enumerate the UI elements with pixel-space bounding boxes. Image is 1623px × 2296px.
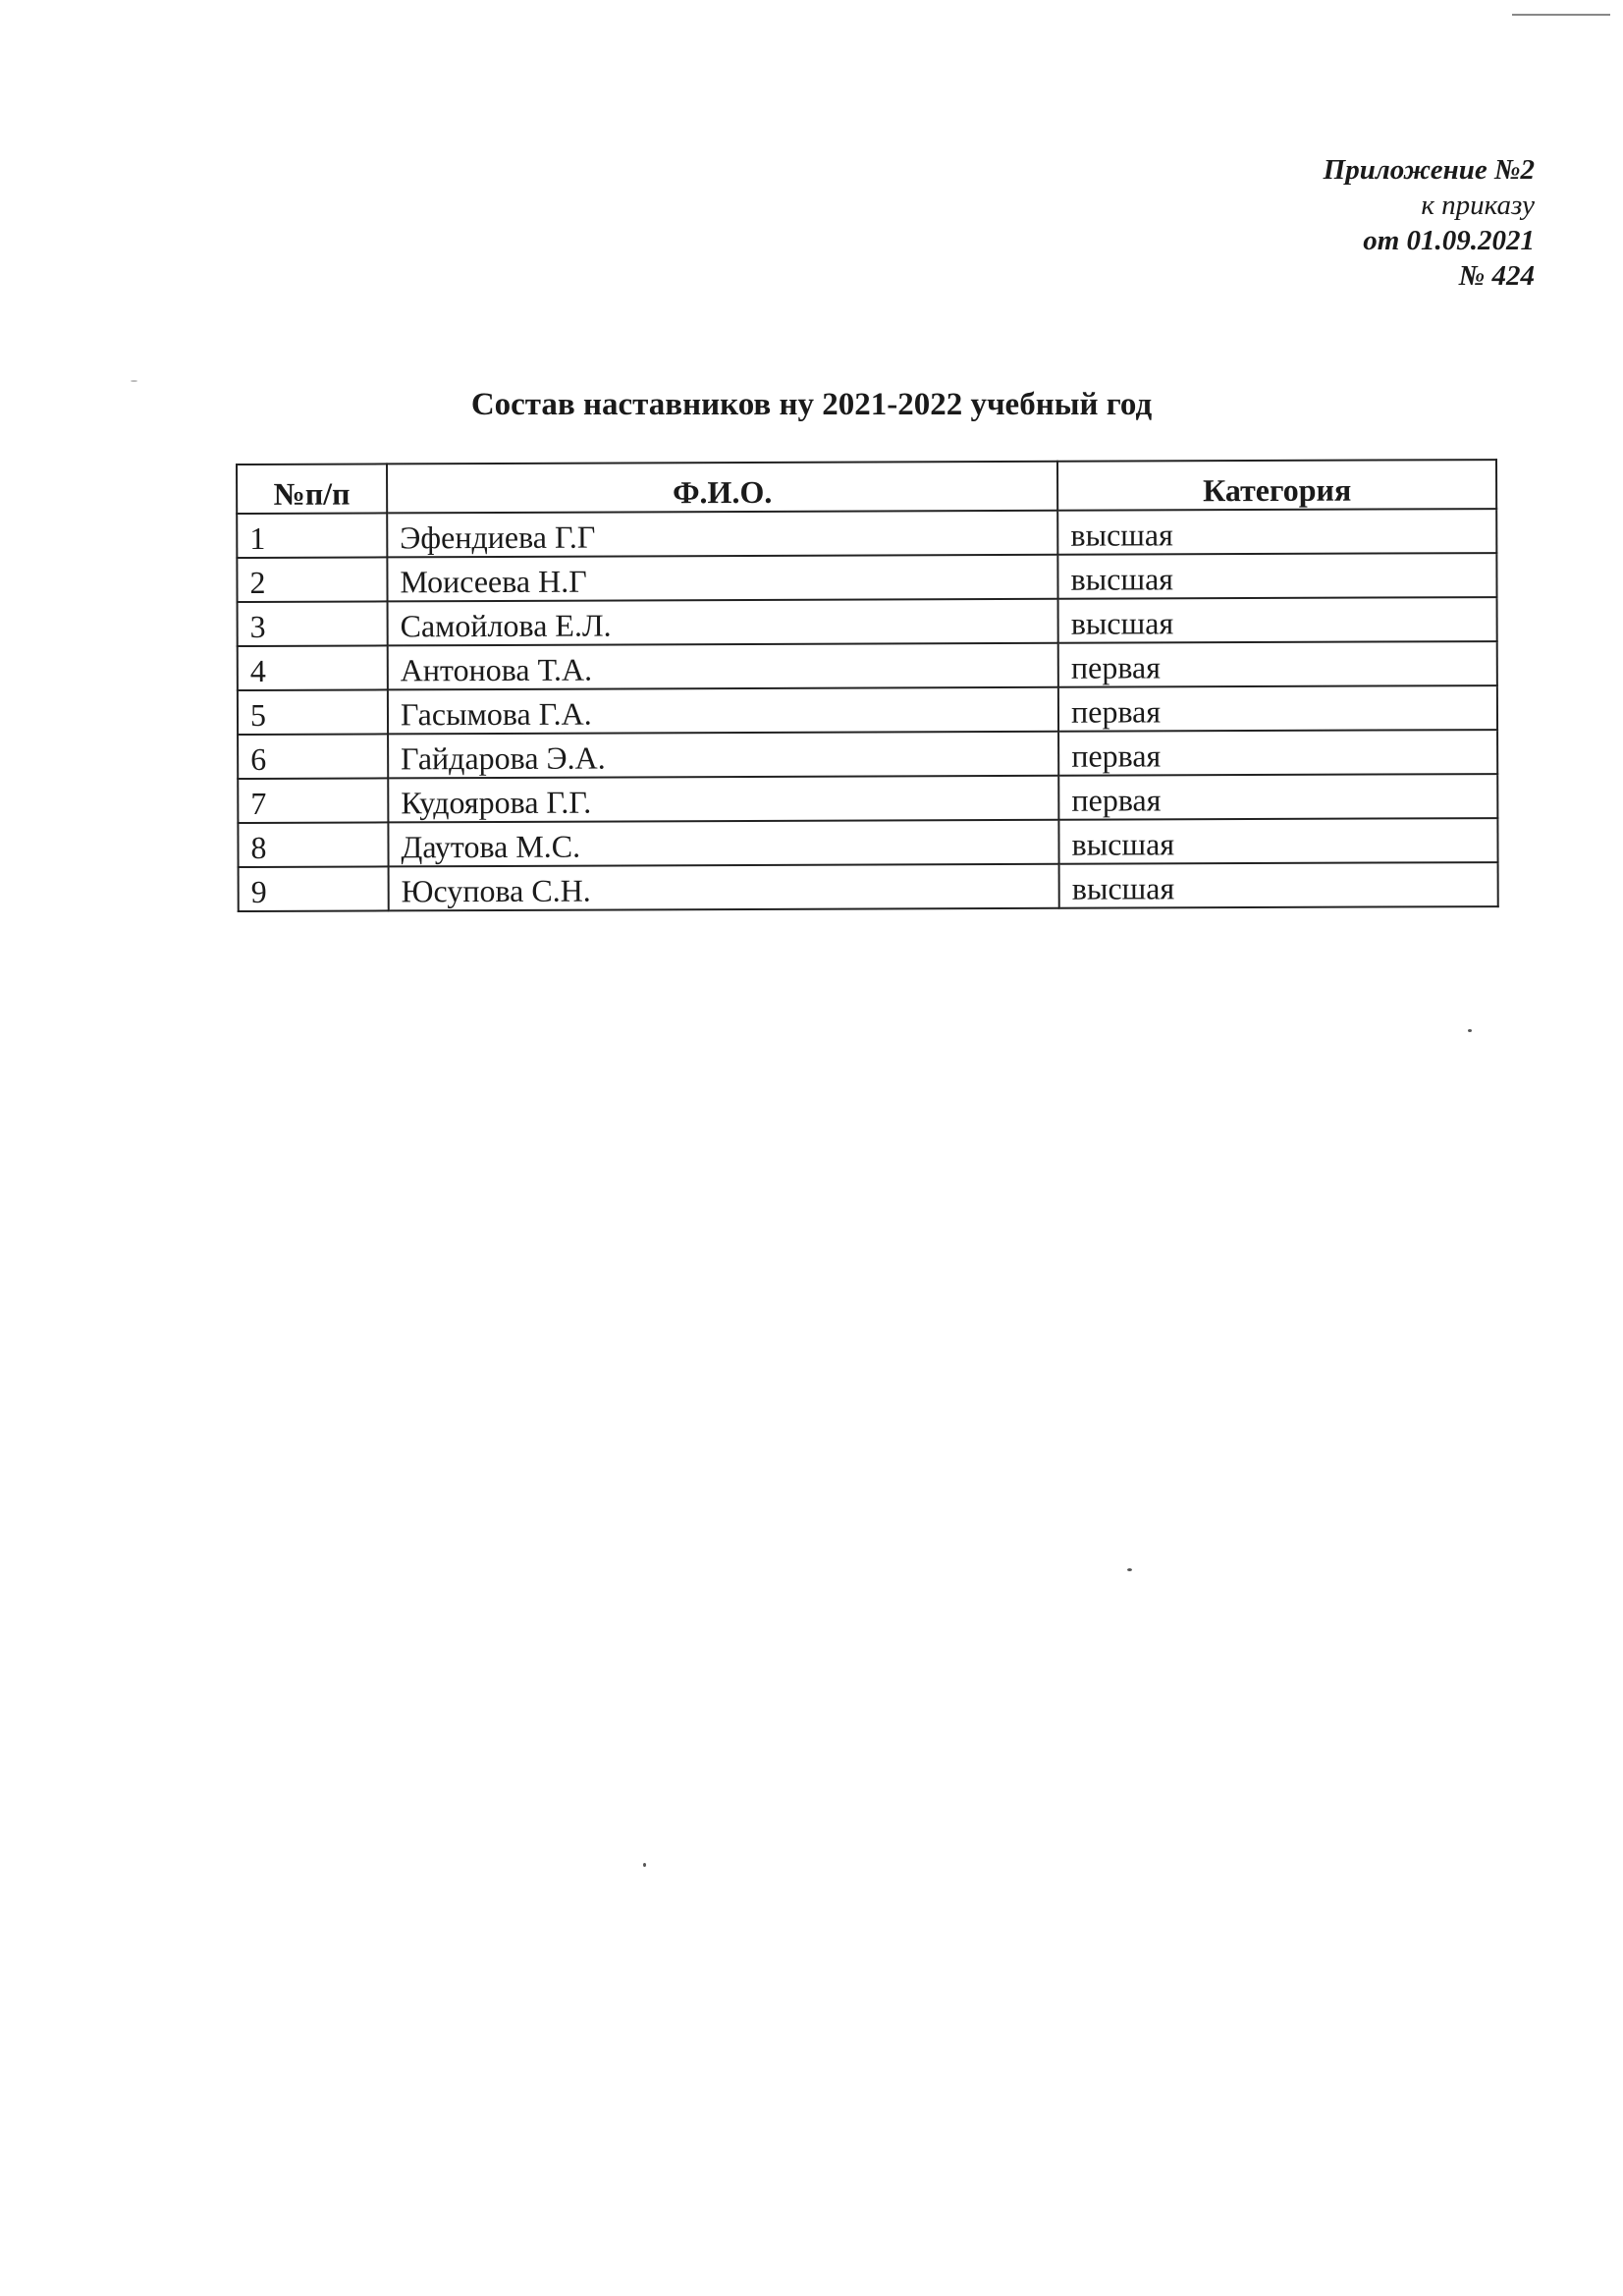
appendix-header: [1324, 152, 1535, 294]
row-category: высшая: [1059, 862, 1498, 908]
row-category: высшая: [1058, 597, 1497, 643]
row-name: Гасымова Г.А.: [388, 687, 1058, 735]
table-header-row: [237, 460, 1496, 514]
appendix-label: Приложение №2: [1323, 154, 1535, 186]
scan-speck: [131, 380, 137, 382]
row-number: 7: [238, 778, 388, 823]
row-name: Моисеева Н.Г: [387, 555, 1057, 602]
row-number: 5: [238, 689, 388, 735]
row-category: высшая: [1058, 553, 1497, 599]
row-number: 4: [238, 645, 388, 690]
row-number: 6: [238, 734, 388, 779]
row-category: первая: [1058, 730, 1497, 776]
row-name: Даутова М.С.: [388, 820, 1058, 867]
scan-speck: [1127, 1568, 1132, 1571]
table-row: [238, 641, 1497, 690]
row-name: Самойлова Е.Л.: [387, 599, 1057, 646]
row-number: 8: [238, 822, 388, 867]
column-header-category: Категория: [1057, 460, 1496, 511]
scan-speck: [643, 1863, 646, 1867]
row-number: 1: [237, 513, 387, 558]
scan-speck: [1468, 1029, 1472, 1032]
table-row: [237, 553, 1496, 602]
column-header-name: Ф.И.О.: [387, 462, 1057, 514]
row-category: первая: [1058, 685, 1497, 732]
table-row: [238, 597, 1497, 646]
mentors-table: [236, 459, 1499, 912]
row-category: высшая: [1059, 818, 1498, 864]
order-date: от 01.09.2021: [1363, 225, 1535, 256]
table-row: [238, 730, 1497, 779]
row-category: высшая: [1057, 509, 1496, 555]
table-row: [239, 862, 1498, 911]
row-name: Эфендиева Г.Г: [387, 511, 1057, 558]
column-header-number: №п/п: [237, 464, 387, 514]
order-reference: к приказу: [1421, 190, 1535, 221]
page-title: Состав наставников ну 2021-2022 учебный год: [470, 387, 1153, 422]
row-name: Гайдарова Э.А.: [388, 732, 1058, 779]
row-name: Кудоярова Г.Г.: [388, 776, 1058, 823]
row-name: Антонова Т.А.: [388, 643, 1058, 690]
table-row: [238, 818, 1497, 867]
order-number: № 424: [1458, 260, 1535, 292]
row-category: первая: [1058, 641, 1497, 687]
row-name: Юсупова С.Н.: [389, 864, 1059, 911]
row-category: первая: [1058, 774, 1497, 820]
table-row: [238, 774, 1497, 823]
row-number: 2: [237, 557, 387, 602]
row-number: 3: [238, 601, 388, 646]
row-number: 9: [239, 866, 389, 911]
table-row: [237, 509, 1496, 558]
scan-artifact-line: [1512, 14, 1610, 16]
table-row: [238, 685, 1497, 735]
